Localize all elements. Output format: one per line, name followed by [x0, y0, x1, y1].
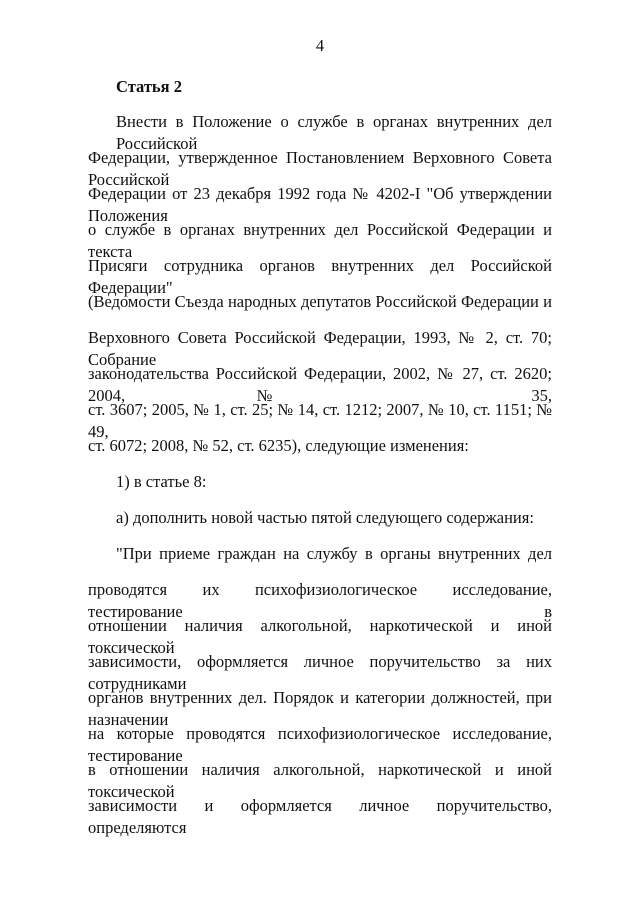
text-line: отношении наличия алкогольной, наркотической и иной токсической [88, 616, 552, 657]
text-line: зависимости и оформляется личное поручительство, определяются [88, 796, 552, 837]
text-line: на которые проводятся психофизиологическое исследование, тестирование [88, 724, 552, 765]
text-line: 1) в статье 8: [116, 472, 207, 491]
text-line: ст. 3607; 2005, № 1, ст. 25; № 14, ст. 1212; 2007, № 10, ст. 1151; № 49, [88, 400, 552, 441]
document-body [88, 111, 552, 837]
text-line: в отношении наличия алкогольной, наркотической и иной токсической [88, 760, 552, 801]
article-heading: Статья 2 [116, 77, 182, 96]
text-line: а) дополнить новой частью пятой следующего содержания: [116, 508, 534, 527]
text-line: зависимости, оформляется личное поручительство за них сотрудниками [88, 652, 552, 693]
text-line: ст. 6072; 2008, № 52, ст. 6235), следующие изменения: [88, 436, 469, 455]
text-line: (Ведомости Съезда народных депутатов Российской Федерации и [88, 292, 552, 311]
text-line: "При приеме граждан на службу в органы внутренних дел [116, 544, 552, 563]
text-line: проводятся их психофизиологическое исследование, тестирование в [88, 580, 552, 621]
text-line: Верховного Совета Российской Федерации, 1993, № 2, ст. 70; Собрание [88, 328, 552, 369]
text-line: Федерации от 23 декабря 1992 года № 4202-I "Об утверждении Положения [88, 184, 552, 225]
text-line: Федерации, утвержденное Постановлением Верховного Совета Российской [88, 148, 552, 189]
text-line: законодательства Российской Федерации, 2002, № 27, ст. 2620; 2004, № 35, [88, 364, 552, 405]
page-number: 4 [315, 36, 325, 55]
text-line: Присяги сотрудника органов внутренних дел Российской Федерации" [88, 256, 552, 297]
text-line: о службе в органах внутренних дел Российской Федерации и текста [88, 220, 552, 261]
text-line: Внести в Положение о службе в органах внутренних дел Российской [116, 112, 552, 153]
text-line: органов внутренних дел. Порядок и категории должностей, при назначении [88, 688, 552, 729]
